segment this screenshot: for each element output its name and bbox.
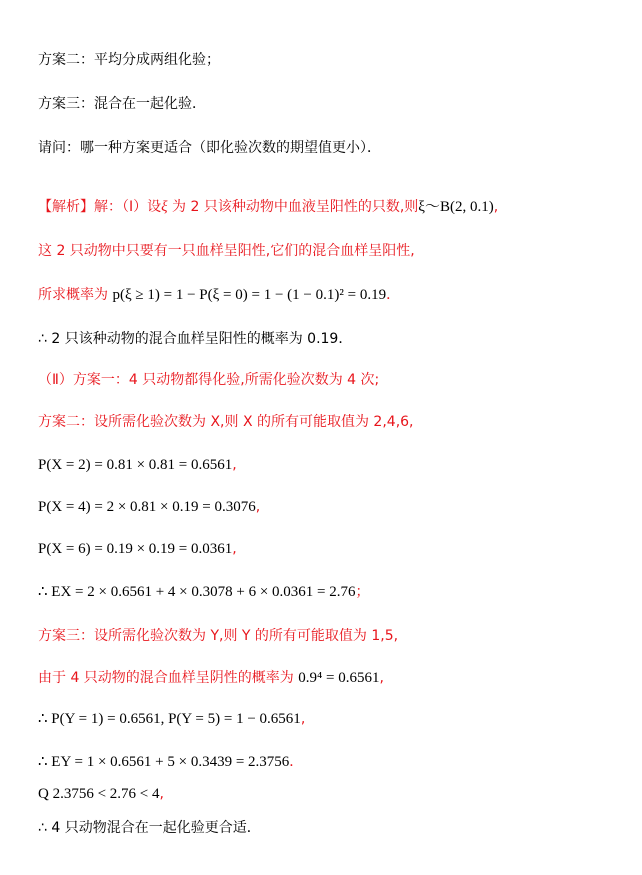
line-text: （Ⅱ）方案一：4 只动物都得化验,所需化验次数为 4 次; xyxy=(38,372,380,388)
comparison-formula: Q 2.3756 < 2.76 < 4 xyxy=(38,786,160,802)
ey-formula: ∴ EY = 1 × 0.6561 + 5 × 0.3439 = 2.3756 xyxy=(38,754,290,770)
px2-formula: P(X = 2) = 0.81 × 0.81 = 0.6561 xyxy=(38,457,233,473)
neg-suffix: , xyxy=(379,670,384,686)
scheme-two-analysis-line xyxy=(38,412,622,432)
binomial-formula: ξ～B(2, 0.1) xyxy=(418,199,494,215)
line-text: 这 2 只动物中只要有一只血样呈阳性,它们的混合血样呈阳性, xyxy=(38,243,415,259)
px6-suffix: , xyxy=(232,541,237,557)
line-text: ∴ 2 只该种动物的混合血样呈阳性的概率为 0.19． xyxy=(38,331,353,347)
final-conclusion-line xyxy=(38,818,622,838)
line-text: 方案三：混合在一起化验． xyxy=(38,96,206,112)
px6-line xyxy=(38,539,622,559)
ex-suffix: ； xyxy=(355,584,370,600)
ey-line xyxy=(38,752,622,772)
prob-suffix: ． xyxy=(386,287,401,303)
px4-suffix: , xyxy=(255,499,261,515)
negative-probability-line xyxy=(38,668,622,688)
neg-prefix: 由于 4 只动物的混合血样呈阴性的概率为 xyxy=(38,670,299,686)
analysis-mid: 为 2 只该种动物中血液呈阳性的只数,则 xyxy=(167,199,419,215)
analysis-prefix: 【解析】解：（Ⅰ）设 xyxy=(38,199,162,215)
px4-line xyxy=(38,497,622,517)
px4-formula: P(X = 4) = 2 × 0.81 × 0.19 = 0.3076 xyxy=(38,499,256,515)
prob-prefix: 所求概率为 xyxy=(38,287,113,303)
question-line xyxy=(38,138,622,158)
px2-line xyxy=(38,455,622,475)
py-line xyxy=(38,709,622,729)
line-text: ∴ 4 只动物混合在一起化验更合适． xyxy=(38,820,261,836)
line-text: 方案二：设所需化验次数为 X,则 X 的所有可能取值为 2,4,6, xyxy=(38,414,414,430)
py-suffix: , xyxy=(300,711,306,727)
part-two-scheme-one-line xyxy=(38,370,622,390)
scheme-three-line xyxy=(38,94,622,114)
py-formula: ∴ P(Y = 1) = 0.6561, P(Y = 5) = 1 − 0.6561 xyxy=(38,711,301,727)
px6-formula: P(X = 6) = 0.19 × 0.19 = 0.0361 xyxy=(38,541,233,557)
comparison-line xyxy=(38,784,622,804)
xi-symbol: ξ xyxy=(161,199,168,215)
line-text: 请问：哪一种方案更适合（即化验次数的期望值更小）． xyxy=(38,140,381,156)
conclusion-one-line xyxy=(38,329,622,349)
analysis-suffix: , xyxy=(493,199,499,215)
scheme-two-line xyxy=(38,50,622,70)
line-text: 方案三：设所需化验次数为 Y,则 Y 的所有可能取值为 1,5, xyxy=(38,628,399,644)
explanation-line xyxy=(38,241,622,261)
ex-formula: ∴ EX = 2 × 0.6561 + 4 × 0.3078 + 6 × 0.0361 = 2.76 xyxy=(38,584,356,600)
neg-formula: 0.9⁴ = 0.6561 xyxy=(298,670,380,686)
probability-line xyxy=(38,285,622,305)
px2-suffix: , xyxy=(232,457,237,473)
ey-suffix: ． xyxy=(289,754,304,770)
analysis-line xyxy=(38,197,622,217)
comparison-suffix: , xyxy=(159,786,164,802)
ex-line xyxy=(38,582,622,602)
scheme-three-analysis-line xyxy=(38,626,622,646)
line-text: 方案二：平均分成两组化验； xyxy=(38,52,220,68)
probability-formula: p(ξ ≥ 1) = 1 − P(ξ = 0) = 1 − (1 − 0.1)² = 0.19 xyxy=(112,287,387,303)
